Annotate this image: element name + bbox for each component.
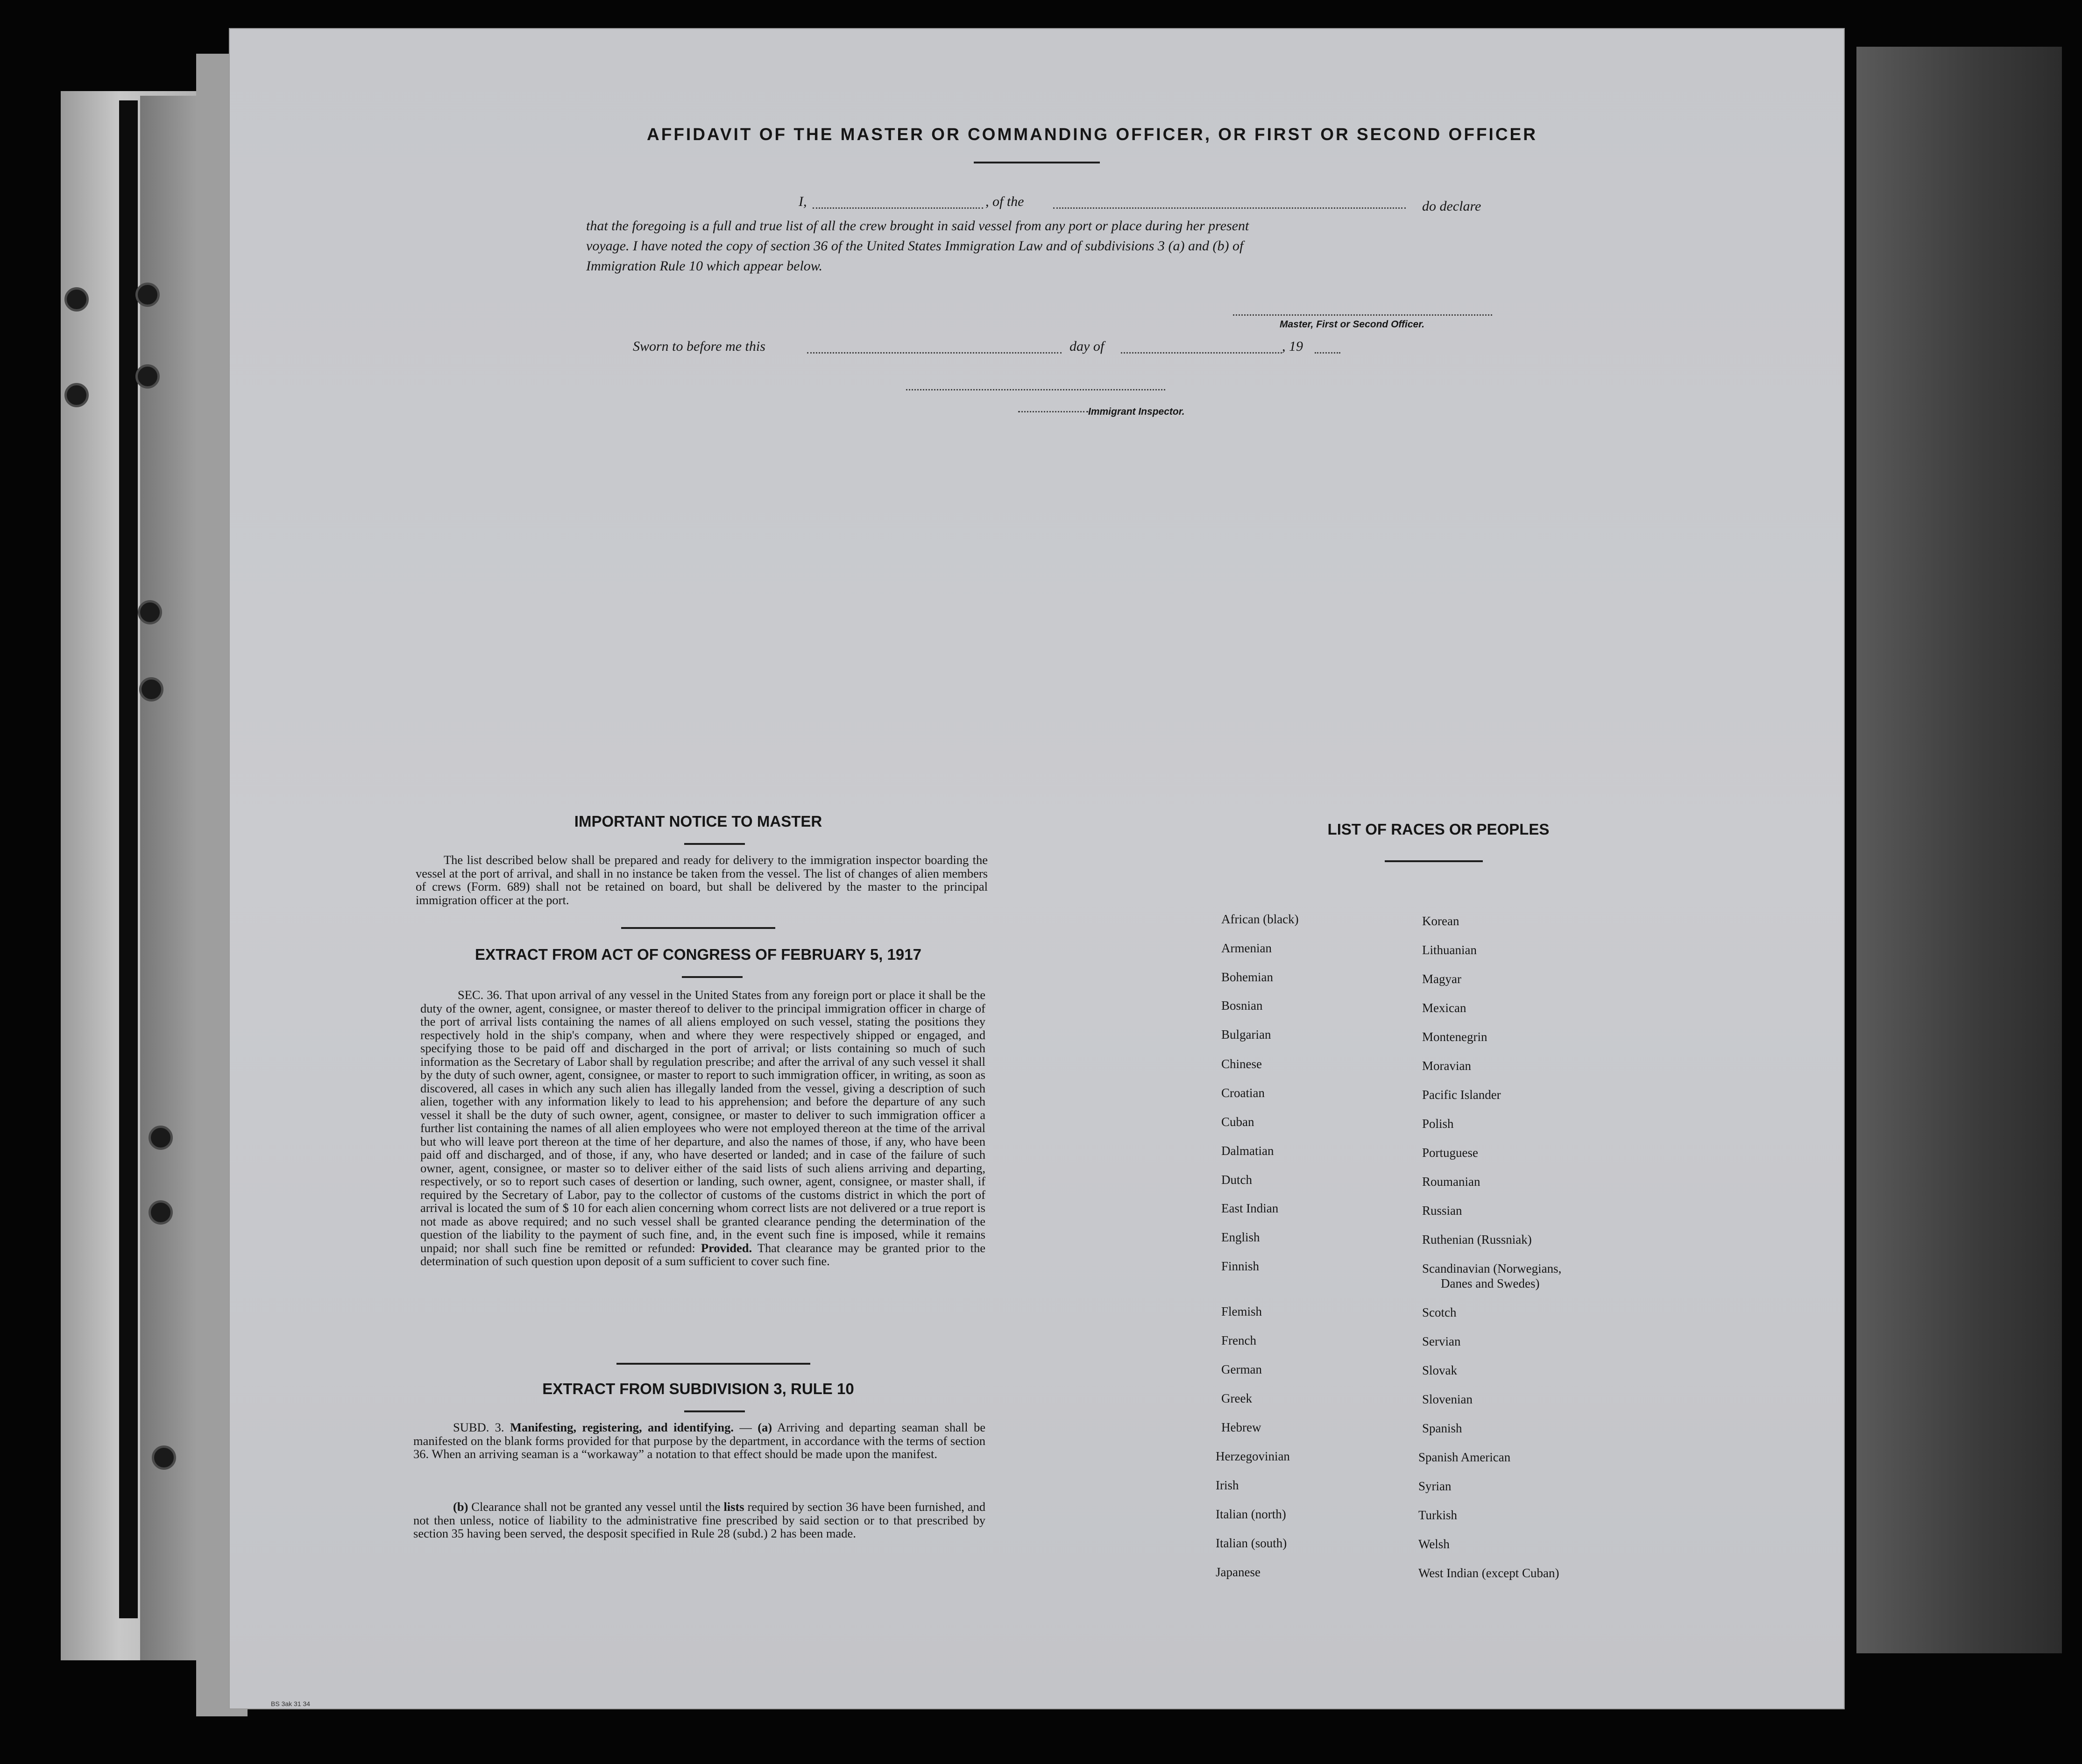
binder-hole — [135, 283, 160, 307]
subd-dash: — — [739, 1420, 758, 1434]
race-item: Lithuanian — [1422, 943, 1477, 957]
para-b-text-2: required by section 36 have been furnished, and not then unless, notice of liability to the administrative fine prescribed by said section or to that prescribed by section 35 having been served, the desposit specified in Rule 28 (subd.) 2 has been made. — [413, 1500, 985, 1540]
notice-title: IMPORTANT NOTICE TO MASTER — [574, 813, 822, 830]
section-divider — [621, 927, 775, 929]
binder-hole — [149, 1200, 173, 1225]
affidavit-form-page — [229, 28, 1845, 1709]
underlying-page-right — [1856, 47, 2062, 1653]
binder-hole — [152, 1445, 176, 1470]
extract-rule-para-a — [413, 1421, 985, 1461]
race-item: West Indian (except Cuban) — [1418, 1566, 1559, 1580]
race-item: Slovenian — [1422, 1392, 1473, 1406]
race-item: Scotch — [1422, 1305, 1457, 1319]
race-item: Italian (north) — [1216, 1507, 1286, 1521]
race-item: Greek — [1221, 1391, 1252, 1405]
affidavit-declare: do declare — [1422, 198, 1481, 214]
inspector-name-field[interactable] — [1018, 411, 1088, 412]
extract-rule-title: EXTRACT FROM SUBDIVISION 3, RULE 10 — [542, 1380, 854, 1397]
affidavit-line-3: voyage. I have noted the copy of section 36 of the United States Immigration Law and of subdivisions 3 (a) and (b) of — [586, 238, 1244, 254]
title-underline — [974, 162, 1100, 163]
race-item: Spanish — [1422, 1421, 1462, 1435]
race-item: Bosnian — [1221, 999, 1263, 1013]
section-divider — [616, 1363, 810, 1365]
extract-rule-underline — [684, 1410, 745, 1412]
race-item: Welsh — [1418, 1537, 1450, 1551]
binder-hole — [138, 600, 162, 624]
extract-rule-para-b — [413, 1500, 985, 1540]
inspector-signature-field[interactable] — [906, 389, 1165, 390]
race-item: Spanish American — [1418, 1450, 1511, 1464]
extract-act-title: EXTRACT FROM ACT OF CONGRESS OF FEBRUARY 5, 1917 — [475, 946, 921, 963]
race-item: Slovak — [1422, 1363, 1458, 1377]
race-item: Cuban — [1221, 1115, 1254, 1129]
race-item: Chinese — [1221, 1057, 1262, 1071]
extract-act-text: SEC. 36. That upon arrival of any vessel in the United States from any foreign port or place it shall be the duty of the owner, agent, consignee, or master thereof to deliver to the principal immigration officer in charge of the port of arrival lists containing the names of all aliens employed on such vessel, stating the positions they respectively hold in the ship's company, when and where they were respectively shipped or engaged, and specifying those to be paid off and discharged in the port of arrival; or lists containing so much of such information as the Secretary of Labor shall by regulation prescribe; and after the arrival of any such vessel it shall by the duty of such owner, agent, consignee, or master to report to such immigration officer, in writing, as soon as discovered, all cases in which any such alien has illegally landed from the vessel, giving a description of such alien, together with any information likely to lead to his apprehension; and before the departure of any such vessel it shall be the duty of such owner, agent, consignee, or master to deliver to such immigration officer a further list containing the names of all alien employees who were not employed thereon at the time of the arrival but who will leave port thereon at the time of her departure, and also the names of those, if any, who have been paid off and discharged, and of those, if any, who have deserted or landed; and in case of the failure of such owner, agent, consignee, or master so to deliver either of the said lists of such aliens arriving and departing, respectively, or so to report such cases of desertion or landing, such owner, agent, consignee, or master shall, if required by the Secretary of Labor, pay to the collector of customs of the customs district in which the port of arrival is located the sum of $ 10 for each alien concerning whom correct lists are not delivered or a true report is not made as above required; and no such vessel shall be granted clearance pending the determination of the question of the liability to the payment of such fine, and, in the event such fine is imposed, while it remains unpaid; nor shall such fine be remitted or refunded: — [420, 988, 985, 1255]
para-b-text-1: Clearance shall not be granted any vessel until the — [471, 1500, 721, 1514]
race-item: Hebrew — [1221, 1420, 1261, 1434]
inspector-caption: Immigrant Inspector. — [1088, 406, 1185, 417]
extract-act-body — [420, 988, 985, 1268]
race-item: Mexican — [1422, 1001, 1466, 1015]
binder-hole — [64, 287, 89, 312]
binder-hole — [139, 677, 163, 701]
race-item: Croatian — [1221, 1086, 1265, 1100]
races-right-column — [1418, 28, 1684, 1709]
race-item: Ruthenian (Russniak) — [1422, 1233, 1532, 1247]
para-b-label: (b) — [453, 1500, 468, 1514]
sworn-prefix: Sworn to before me this — [633, 339, 765, 354]
binder-hole — [149, 1126, 173, 1150]
race-item: Portuguese — [1422, 1146, 1478, 1160]
race-item: Irish — [1216, 1478, 1239, 1492]
race-item: Herzegovinian — [1216, 1449, 1290, 1463]
race-item: Flemish — [1221, 1304, 1262, 1318]
sworn-day-of: day of — [1069, 339, 1105, 354]
affiant-name-field[interactable] — [813, 207, 983, 209]
race-item: Turkish — [1418, 1508, 1458, 1522]
race-item: Moravian — [1422, 1059, 1471, 1073]
sworn-day-field[interactable] — [807, 352, 1062, 354]
race-item: Magyar — [1422, 972, 1461, 986]
race-item: French — [1221, 1333, 1256, 1347]
sworn-year: , 19 — [1282, 339, 1303, 354]
affidavit-line-4: Immigration Rule 10 which appear below. — [586, 258, 823, 274]
subd-heading: Manifesting, registering, and identifying. — [510, 1420, 734, 1434]
underlying-page-strip — [140, 96, 205, 1660]
race-item: Armenian — [1221, 941, 1272, 955]
para-a-text: Arriving and departing seaman shall be manifested on the blank forms provided for that purpose by the department, in accordance with the terms of section 36. When an arriving seaman is a “workaway” a notation to that effect should be made upon the manifest. — [413, 1420, 986, 1461]
race-item: Danes and Swedes) — [1441, 1276, 1540, 1290]
race-item: East Indian — [1221, 1201, 1279, 1215]
race-item: English — [1221, 1230, 1260, 1244]
affidavit-title: AFFIDAVIT OF THE MASTER OR COMMANDING OFFICER, OR FIRST OR SECOND OFFICER — [647, 125, 1537, 144]
race-item: Roumanian — [1422, 1175, 1480, 1189]
para-a-label: (a) — [758, 1420, 772, 1434]
provided-label: Provided. — [701, 1240, 752, 1255]
race-item: Bulgarian — [1221, 1027, 1271, 1041]
notice-body: The list described below shall be prepared and ready for delivery to the immigration inspector boarding the vessel at the port of arrival, and shall in no instance be taken from the vessel. The list of changes of alien members of crews (Form. 689) shall not be retained on board, but shall be delivered by the master to the principal immigration officer at the port. — [416, 853, 988, 907]
race-item: Korean — [1422, 914, 1459, 928]
form-code: BS 3ak 31 34 — [271, 1700, 311, 1707]
affidavit-i: I, — [799, 194, 807, 209]
binder-hole — [135, 364, 160, 389]
extract-act-underline — [682, 976, 743, 978]
race-item: German — [1221, 1362, 1262, 1376]
para-b-lists: lists — [723, 1500, 744, 1514]
subd-prefix: SUBD. 3. — [453, 1420, 504, 1434]
race-item: Syrian — [1418, 1479, 1452, 1493]
race-item: Dalmatian — [1221, 1144, 1274, 1158]
race-item: Finnish — [1221, 1259, 1260, 1273]
race-item: Dutch — [1221, 1173, 1252, 1187]
race-item: Russian — [1422, 1204, 1462, 1218]
race-item: Bohemian — [1221, 970, 1273, 984]
race-item: Pacific Islander — [1422, 1088, 1501, 1102]
race-item: Polish — [1422, 1117, 1454, 1131]
signature-caption: Master, First or Second Officer. — [1280, 319, 1425, 330]
affidavit-of-the: , of the — [985, 194, 1024, 209]
affidavit-line-2: that the foregoing is a full and true list of all the crew brought in said vessel from any port or place during her present — [586, 218, 1249, 234]
race-item: Servian — [1422, 1334, 1461, 1348]
extract-act-text-end: That clearance may be granted prior to the determination of such question upon deposit of a sum sufficient to cover such fine. — [420, 1240, 985, 1268]
races-title: LIST OF RACES OR PEOPLES — [1327, 821, 1550, 838]
race-item: Italian (south) — [1216, 1536, 1287, 1550]
race-item: Scandinavian (Norwegians, — [1422, 1261, 1562, 1275]
race-item: Japanese — [1216, 1565, 1261, 1579]
race-item: Montenegrin — [1422, 1030, 1487, 1044]
race-item: African (black) — [1221, 912, 1299, 926]
binder-hole — [64, 383, 89, 407]
races-left-column — [1216, 28, 1408, 1709]
page-edge-shadow — [119, 100, 138, 1618]
notice-underline — [684, 843, 745, 845]
